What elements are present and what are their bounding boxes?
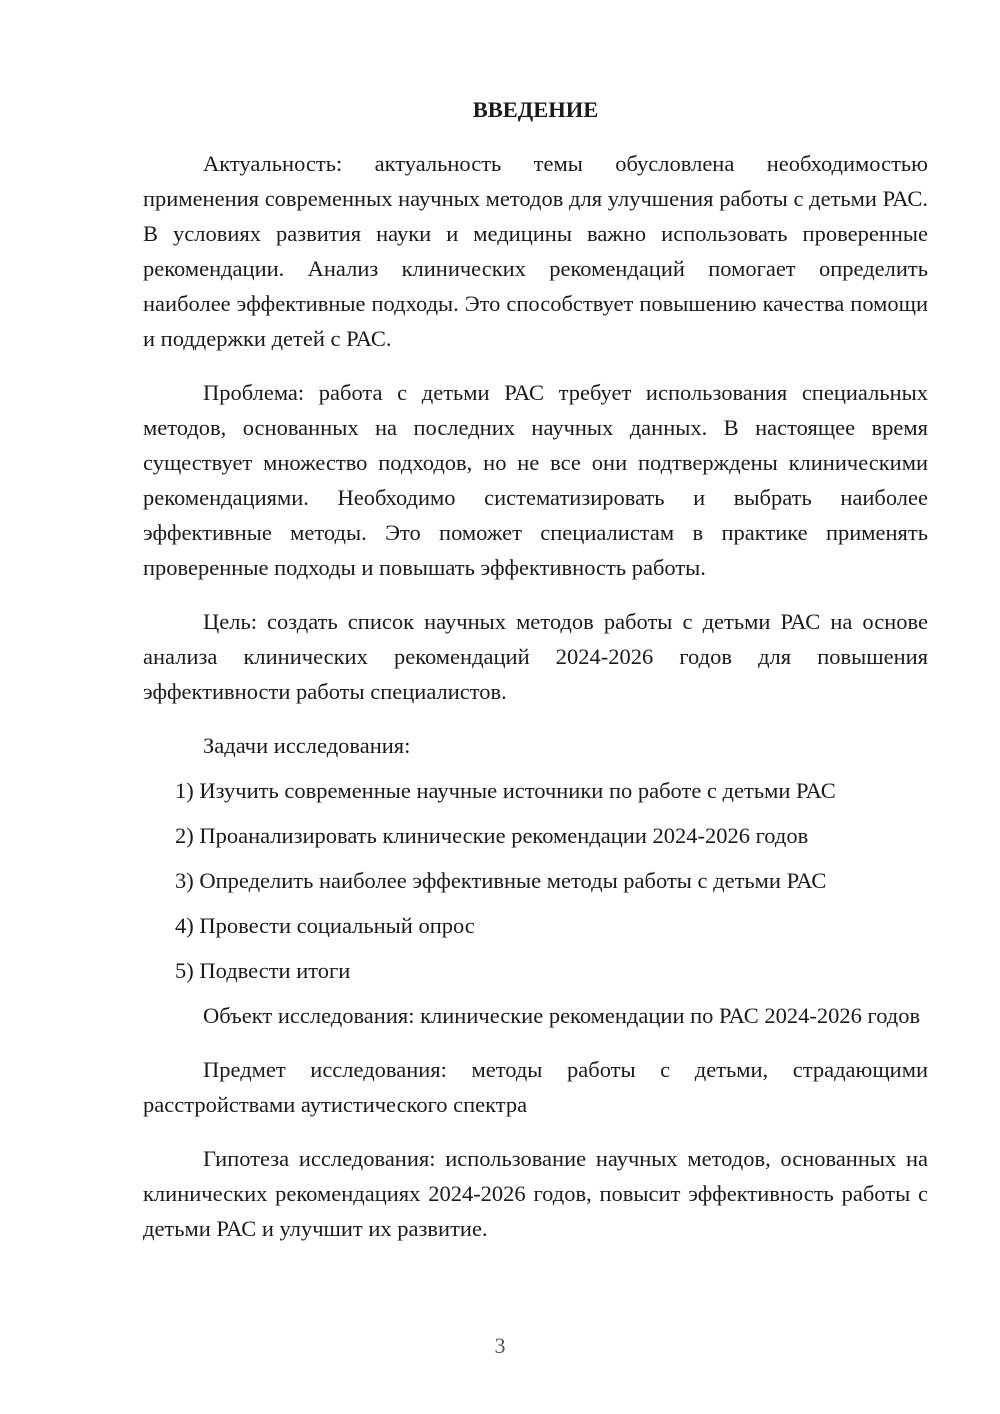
- subject-paragraph: Предмет исследования: методы работы с детьми, страдающими расстройствами аутистического спектра: [143, 1057, 928, 1117]
- relevance-paragraph: Актуальность: актуальность темы обусловлена необходимостью применения современных научных методов для улучшения работы с детьми РАС. В условиях развития науки и медицины важно использовать проверенные рекомендации. Анализ клинических рекомендаций помогает определить наиболее эффективные подходы. Это способствует повышению качества помощи и поддержки детей с РАС.: [143, 151, 928, 351]
- document-page: [143, 92, 928, 1265]
- task-list: [143, 773, 928, 988]
- page-number: 3: [494, 1333, 506, 1358]
- task-item: 1) Изучить современные научные источники по работе с детьми РАС: [175, 778, 836, 803]
- problem-paragraph: Проблема: работа с детьми РАС требует использования специальных методов, основанных на последних научных данных. В настоящее время существует множество подходов, но не все они подтверждены клиническими рекомендациями. Необходимо систематизировать и выбрать наиболее эффективные методы. Это поможет специалистам в практике применять проверенные подходы и повышать эффективность работы.: [143, 380, 928, 580]
- section-heading: ВВЕДЕНИЕ: [472, 97, 599, 122]
- object-paragraph: Объект исследования: клинические рекомендации по РАС 2024-2026 годов: [203, 1003, 921, 1028]
- tasks-title: Задачи исследования:: [203, 733, 411, 758]
- task-item: 2) Проанализировать клинические рекомендации 2024-2026 годов: [175, 823, 809, 848]
- task-item: 5) Подвести итоги: [175, 958, 351, 983]
- hypothesis-paragraph: Гипотеза исследования: использование научных методов, основанных на клинических рекомендациях 2024-2026 годов, повысит эффективность работы с детьми РАС и улучшит их развитие.: [143, 1146, 928, 1241]
- goal-paragraph: Цель: создать список научных методов работы с детьми РАС на основе анализа клинических рекомендаций 2024-2026 годов для повышения эффективности работы специалистов.: [143, 609, 928, 704]
- task-item: 4) Провести социальный опрос: [175, 913, 475, 938]
- task-item: 3) Определить наиболее эффективные методы работы с детьми РАС: [175, 868, 827, 893]
